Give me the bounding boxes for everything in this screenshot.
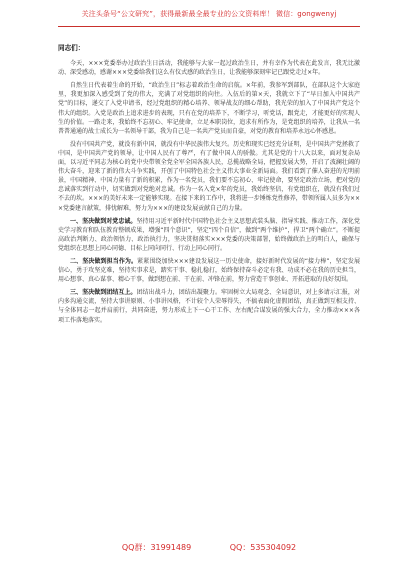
footer-qq: QQ：535304092 — [229, 543, 297, 552]
paragraph-3: 没有中国共产党，就没有新中国，就没有中华民族伟大复兴。历史和现实已经充分证明，是中国共产党拯救了中国，是中国共产党的领导，让中国人民有了尊严，有了做中国人的骄傲。尤其是党的十八大以来，面对复杂局面，以习近平同志为核心的党中央带领全党全军全国各族人民，总揽战略全局，把握发展大势，开启了波澜壮阔的伟大奋斗，迎来了新的伟大斗争实践，开创了中国特色社会主义伟大事业全新局面。我们看到了催人奋进的光明前景，中国精神、中国力量有了新的积累，作为一名党员，我们要不忘初心、牢记使命，要坚定政治立场，把对党的忠诚落实到行动中，切实做到对党绝对忠诚。作为一名入党×年的党员，我始终坚信，有党组织在，就没有我们过不去的坎。×××的美好未来一定能够实现。在接下来的工作中，我将进一步锤炼党性修养，带领所属人员多为×××党委建言献策，排忧解难，努力为×××的建设发展贡献自己的力量。 — [58, 140, 360, 212]
section-1 — [58, 217, 360, 253]
footer-contact — [58, 542, 360, 553]
header-banner: 关注头条号“公文研究”，获得最新最全最专业的公文资料库！ 微信：gongwenyj — [81, 10, 337, 18]
footer-qq-group: QQ群：31991489 — [121, 543, 192, 552]
section-3-heading: 三、坚决做到团结互上。 — [70, 289, 137, 297]
section-1-heading: 一、坚决做到对党忠诚。 — [70, 217, 137, 225]
section-2-body: 紧紧围绕加快×××建设发展这一历史使命，接好新时代发展的“接力棒”，坚定发展信心，勇于攻坚克难，坚持实事求是，踏实干事、稳扎稳打，始终保持奋斗必定有我、功成不必在我的历史担当，用心想事、真心谋事、精心干事，做到想在前、干在前、冲锋在前，努力营造干事创业、开拓进取的良好氛围。 — [58, 257, 360, 284]
section-1-body: 坚持用习近平新时代中国特色社会主义思想武装头脑、指导实践、推动工作，深化党史学习教育和队伍教育整顿成果，增强“四个意识”，坚定“四个自信”，做到“两个维护”，捍卫“两个确立”。不断提高政治判断力、政治领悟力、政治执行力，坚决贯彻落实×××党委的决策部署，始终做政治上的明白人，确保与党组织在思想上同心同德、目标上同向同行、行动上同心同行。 — [58, 217, 360, 252]
section-2-heading: 二、坚决做到担当作为。 — [70, 257, 138, 265]
header-divider — [58, 26, 360, 27]
paragraph-2: 自然生日代表着生命的开始，“政治生日”标志着政治生命的启航。×年前，我参军到部队，在部队这个大家庭里，我更加深入感受到了党的伟大，充满了对党组织的向往。入伍后的第×天，我就立下了“早日加入中国共产党”的目标，递交了入党申请书，经过党组织的精心培养、领导战友的细心帮助，我光荣的加入了中国共产党这个伟大的组织。入党是政治上追求进步的表现，只有在党的培养下，不断学习，听党话，跟党走，才能更好的实现人生的价值。一路走来，我始终不忘初心、牢记使命，立足本职岗位，追求有所作为，是党组织的培养，让我从一名普普通通的战士成长为一名领导干部，我为自己是一名共产党员而自豪，对党的教育和培养永远心怀感恩。 — [58, 82, 360, 135]
paragraph-1: 今天，×××党委举办过政治生日活动，我能够与大家一起过政治生日，并有幸作为代表在此发言，我无比激动、深受感动，感谢×××党委给我们这么有仪式感的政治生日，让我能够深刻牢记已跟党走过×年。 — [58, 60, 360, 77]
salutation: 同志们： — [58, 44, 85, 52]
document-body — [58, 44, 360, 329]
section-2 — [58, 257, 360, 284]
section-3 — [58, 288, 360, 324]
section-3-body: 团结出战斗力，团结出凝聚力。牢固树立大局观念、全局意识，对上多请示汇报，对内多沟通交流，坚持大事讲原则、小事讲风格，不计较个人荣辱得失，不搞表面化虚假团结，真正做到互相支持、与全体同志一起并肩前行，共同奋进，努力形成上下一心干工作、左右配合谋发展的强大合力，全力推动×××各项工作落地落实。 — [58, 289, 360, 324]
